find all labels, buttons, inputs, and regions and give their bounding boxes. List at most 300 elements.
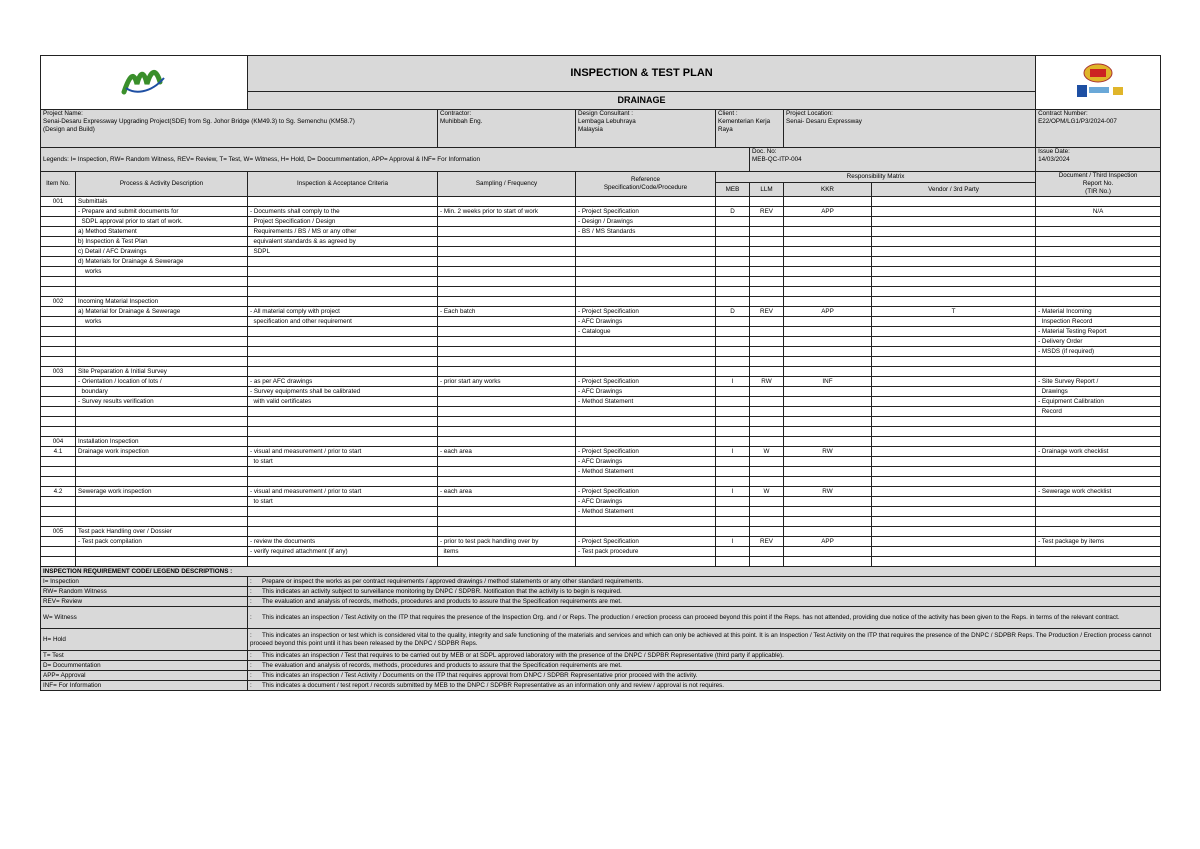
cell-reference <box>576 357 716 367</box>
cell-vendor <box>872 327 1036 337</box>
table-row <box>41 207 1161 217</box>
legend-row <box>41 587 1161 597</box>
cell-sampling: - each area <box>438 487 576 497</box>
cell-report: - Delivery Order <box>1036 337 1161 347</box>
cell-item-no <box>41 457 76 467</box>
table-row <box>41 437 1161 447</box>
cell-vendor <box>872 227 1036 237</box>
cell-meb <box>716 327 750 337</box>
cell-vendor <box>872 417 1036 427</box>
cell-process <box>76 277 248 287</box>
table-row <box>41 417 1161 427</box>
cell-criteria: Project Specification / Design <box>248 217 438 227</box>
cell-reference: - AFC Drawings <box>576 497 716 507</box>
cell-kkr <box>784 257 872 267</box>
cell-reference: - Project Specification <box>576 307 716 317</box>
cell-meb: I <box>716 447 750 457</box>
table-row <box>41 357 1161 367</box>
legend-description: This indicates an inspection / Test Activity / Documents on the ITP that requires approval from DNPC / SDPBR Representative prior proceed with the activity. <box>262 671 698 679</box>
cell-reference: - AFC Drawings <box>576 457 716 467</box>
cell-criteria: equivalent standards & as agreed by <box>248 237 438 247</box>
cell-reference: - Test pack procedure <box>576 547 716 557</box>
cell-meb <box>716 257 750 267</box>
cell-criteria <box>248 347 438 357</box>
cell-vendor <box>872 437 1036 447</box>
cell-criteria: - as per AFC drawings <box>248 377 438 387</box>
cell-meb <box>716 227 750 237</box>
cell-item-no <box>41 357 76 367</box>
col-sampling-header: Sampling / Frequency <box>438 172 576 197</box>
legend-code: T= Test <box>41 651 248 661</box>
cell-sampling <box>438 457 576 467</box>
issue-date-value: 14/03/2024 <box>1038 156 1070 163</box>
cell-report <box>1036 417 1161 427</box>
cell-item-no <box>41 477 76 487</box>
cell-criteria <box>248 427 438 437</box>
cell-sampling <box>438 337 576 347</box>
cell-kkr <box>784 397 872 407</box>
cell-meb <box>716 277 750 287</box>
cell-criteria <box>248 267 438 277</box>
client-label: Client : <box>718 110 738 117</box>
cell-vendor <box>872 547 1036 557</box>
project-name-label: Project Name: <box>43 110 83 117</box>
cell-report <box>1036 427 1161 437</box>
cell-kkr <box>784 317 872 327</box>
table-row <box>41 407 1161 417</box>
cell-vendor <box>872 497 1036 507</box>
legend-description: This indicates a document / test report / records submitted by MEB to the DNPC / SDPBR Representative as an information only and review / approval is not requires. <box>262 681 724 689</box>
cell-llm: REV <box>750 537 784 547</box>
cell-llm: RW <box>750 377 784 387</box>
cell-item-no <box>41 317 76 327</box>
cell-report: - Equipment Calibration <box>1036 397 1161 407</box>
cell-meb <box>716 267 750 277</box>
cell-criteria <box>248 517 438 527</box>
cell-kkr <box>784 457 872 467</box>
cell-item-no <box>41 377 76 387</box>
cell-reference <box>576 437 716 447</box>
legend-row <box>41 597 1161 607</box>
cell-criteria: with valid certificates <box>248 397 438 407</box>
table-row <box>41 327 1161 337</box>
cell-report <box>1036 437 1161 447</box>
cell-item-no: 4.1 <box>41 447 76 457</box>
cell-sampling <box>438 557 576 567</box>
cell-llm <box>750 527 784 537</box>
cell-reference: - Method Statement <box>576 467 716 477</box>
legend-description: Prepare or inspect the works as per contract requirements / approved drawings / method statements or any other standard requirements. <box>262 577 644 585</box>
cell-llm <box>750 557 784 567</box>
cell-reference: - Method Statement <box>576 397 716 407</box>
cell-sampling <box>438 237 576 247</box>
legend-row <box>41 671 1161 681</box>
cell-kkr <box>784 497 872 507</box>
cell-reference <box>576 347 716 357</box>
cell-kkr <box>784 507 872 517</box>
cell-report <box>1036 247 1161 257</box>
cell-criteria <box>248 197 438 207</box>
col-report-line3: (TIR No.) <box>1085 188 1112 195</box>
table-row <box>41 497 1161 507</box>
cell-kkr <box>784 357 872 367</box>
cell-reference <box>576 277 716 287</box>
legend-description: This indicates an activity subject to surveillance monitoring by DNPC / SDPBR. Notification that the activity is to begin is required. <box>262 587 622 595</box>
cell-kkr <box>784 517 872 527</box>
document-title: INSPECTION & TEST PLAN <box>248 56 1036 92</box>
cell-kkr: APP <box>784 307 872 317</box>
contract-number-label: Contract Number: <box>1038 110 1088 117</box>
cell-process: - Survey results verification <box>76 397 248 407</box>
cell-kkr <box>784 237 872 247</box>
cell-kkr: RW <box>784 487 872 497</box>
cell-vendor <box>872 277 1036 287</box>
doc-number-label: Doc. No: <box>752 148 777 155</box>
legend-description-cell <box>248 587 1161 597</box>
cell-vendor <box>872 467 1036 477</box>
cell-criteria: - verify required attachment (if any) <box>248 547 438 557</box>
cell-meb <box>716 507 750 517</box>
cell-kkr <box>784 337 872 347</box>
cell-sampling <box>438 527 576 537</box>
cell-report: - Material Incoming <box>1036 307 1161 317</box>
cell-item-no <box>41 347 76 357</box>
cell-report: - MSDS (if required) <box>1036 347 1161 357</box>
cell-criteria <box>248 297 438 307</box>
project-name-cell <box>41 110 438 148</box>
col-criteria-header: Inspection & Acceptance Criteria <box>248 172 438 197</box>
cell-kkr <box>784 217 872 227</box>
cell-item-no <box>41 337 76 347</box>
cell-item-no: 005 <box>41 527 76 537</box>
cell-process <box>76 457 248 467</box>
cell-report <box>1036 287 1161 297</box>
cell-meb <box>716 217 750 227</box>
cell-report <box>1036 557 1161 567</box>
cell-report: N/A <box>1036 207 1161 217</box>
cell-llm <box>750 317 784 327</box>
cell-criteria <box>248 287 438 297</box>
cell-process <box>76 517 248 527</box>
cell-vendor <box>872 447 1036 457</box>
legends-line: Legends: I= Inspection, RW= Random Witness, REV= Review, T= Test, W= Witness, H= Hold, D= Doocummentation, APP= Approval & INF= For Information <box>41 148 750 172</box>
client-logo <box>1036 56 1161 110</box>
cell-report <box>1036 467 1161 477</box>
cell-meb <box>716 547 750 557</box>
table-row <box>41 427 1161 437</box>
cell-llm <box>750 397 784 407</box>
cell-meb <box>716 517 750 527</box>
cell-report <box>1036 197 1161 207</box>
cell-criteria: - visual and measurement / prior to start <box>248 487 438 497</box>
cell-llm <box>750 247 784 257</box>
contractor-cell <box>438 110 576 148</box>
cell-report <box>1036 277 1161 287</box>
cell-kkr: APP <box>784 207 872 217</box>
cell-criteria <box>248 417 438 427</box>
itp-sheet <box>40 55 1160 691</box>
cell-sampling <box>438 467 576 477</box>
location-label: Project Location: <box>786 110 833 117</box>
col-report-header <box>1036 172 1161 197</box>
cell-kkr <box>784 197 872 207</box>
table-row <box>41 227 1161 237</box>
cell-process <box>76 287 248 297</box>
cell-report: Record <box>1036 407 1161 417</box>
location-value: Senai- Desaru Expressway <box>786 118 862 125</box>
cell-meb: D <box>716 207 750 217</box>
cell-vendor <box>872 367 1036 377</box>
cell-kkr <box>784 267 872 277</box>
cell-llm <box>750 407 784 417</box>
cell-criteria: Requirements / BS / MS or any other <box>248 227 438 237</box>
issue-date-label: Issue Date: <box>1038 148 1070 155</box>
cell-llm <box>750 297 784 307</box>
cell-criteria <box>248 507 438 517</box>
cell-item-no <box>41 287 76 297</box>
cell-vendor <box>872 297 1036 307</box>
table-row <box>41 507 1161 517</box>
legend-separator: : <box>250 681 252 689</box>
cell-item-no <box>41 267 76 277</box>
col-process-header: Process & Activity Description <box>76 172 248 197</box>
cell-vendor <box>872 287 1036 297</box>
cell-sampling <box>438 357 576 367</box>
legend-row <box>41 577 1161 587</box>
col-reference-header <box>576 172 716 197</box>
cell-sampling <box>438 427 576 437</box>
cell-report <box>1036 367 1161 377</box>
cell-criteria: SDPL <box>248 247 438 257</box>
cell-meb <box>716 427 750 437</box>
cell-reference <box>576 237 716 247</box>
itp-rows <box>41 197 1161 567</box>
cell-process: a) Material for Drainage & Sewerage <box>76 307 248 317</box>
cell-meb: I <box>716 377 750 387</box>
cell-llm <box>750 427 784 437</box>
col-report-line1: Document / Third Inspection <box>1058 172 1138 179</box>
legend-code: APP= Approval <box>41 671 248 681</box>
cell-llm <box>750 387 784 397</box>
cell-kkr <box>784 347 872 357</box>
cell-meb <box>716 197 750 207</box>
legend-description-cell <box>248 661 1161 671</box>
cell-vendor <box>872 477 1036 487</box>
cell-report <box>1036 217 1161 227</box>
cell-vendor <box>872 257 1036 267</box>
cell-sampling: - Each batch <box>438 307 576 317</box>
legend-row <box>41 681 1161 691</box>
cell-vendor <box>872 267 1036 277</box>
cell-kkr <box>784 227 872 237</box>
cell-reference: - Method Statement <box>576 507 716 517</box>
cell-process: a) Method Statement <box>76 227 248 237</box>
cell-process: Site Preparation & Initial Survey <box>76 367 248 377</box>
cell-reference: - Catalogue <box>576 327 716 337</box>
cell-sampling <box>438 197 576 207</box>
legend-description-cell <box>248 671 1161 681</box>
cell-meb: I <box>716 487 750 497</box>
cell-llm <box>750 497 784 507</box>
issue-date-cell <box>1036 148 1161 172</box>
cell-kkr: RW <box>784 447 872 457</box>
cell-item-no <box>41 207 76 217</box>
cell-kkr <box>784 287 872 297</box>
cell-criteria: to start <box>248 457 438 467</box>
client-cell <box>716 110 784 148</box>
legend-code: D= Docummentation <box>41 661 248 671</box>
cell-item-no <box>41 247 76 257</box>
cell-reference <box>576 197 716 207</box>
col-reference-line2: Specification/Code/Procedure <box>603 184 688 191</box>
cell-item-no <box>41 407 76 417</box>
cell-process: works <box>76 267 248 277</box>
cell-sampling <box>438 497 576 507</box>
table-row <box>41 367 1161 377</box>
cell-item-no: 003 <box>41 367 76 377</box>
cell-reference: - Design / Drawings <box>576 217 716 227</box>
legend-code: W= Witness <box>41 607 248 629</box>
cell-process <box>76 347 248 357</box>
table-row <box>41 247 1161 257</box>
cell-criteria <box>248 407 438 417</box>
legend-description-cell <box>248 597 1161 607</box>
table-row <box>41 517 1161 527</box>
cell-process: Installation Inspection <box>76 437 248 447</box>
cell-reference <box>576 287 716 297</box>
cell-llm <box>750 227 784 237</box>
cell-criteria <box>248 337 438 347</box>
table-row <box>41 487 1161 497</box>
cell-process: SDPL approval prior to start of work. <box>76 217 248 227</box>
table-row <box>41 527 1161 537</box>
cell-report <box>1036 257 1161 267</box>
cell-reference <box>576 517 716 527</box>
table-row <box>41 397 1161 407</box>
cell-llm: W <box>750 447 784 457</box>
cell-reference: - Project Specification <box>576 447 716 457</box>
legend-separator: : <box>250 587 252 595</box>
cell-llm <box>750 337 784 347</box>
table-row <box>41 317 1161 327</box>
cell-report <box>1036 227 1161 237</box>
table-row <box>41 217 1161 227</box>
cell-sampling <box>438 397 576 407</box>
cell-kkr <box>784 527 872 537</box>
cell-sampling: - prior start any works <box>438 377 576 387</box>
cell-meb <box>716 527 750 537</box>
col-reference-line1: Reference <box>630 176 661 183</box>
cell-process: boundary <box>76 387 248 397</box>
cell-sampling <box>438 217 576 227</box>
cell-sampling <box>438 327 576 337</box>
cell-meb <box>716 387 750 397</box>
cell-kkr <box>784 407 872 417</box>
contractor-value: Muhibbah Eng. <box>440 118 483 125</box>
legend-description: This indicates an inspection / Test Activity on the ITP that requires the presence of the Inspection Org. and / or Reps. The production / erection process can proceed beyond this point if the Reps. has not attended, providing due notice of the activity has been given to the Reps. in terms of the relevant contract. <box>262 613 1120 621</box>
cell-report <box>1036 527 1161 537</box>
cell-vendor <box>872 317 1036 327</box>
cell-item-no: 002 <box>41 297 76 307</box>
cell-kkr <box>784 477 872 487</box>
cell-item-no <box>41 507 76 517</box>
cell-process: Drainage work inspection <box>76 447 248 457</box>
muhibbah-logo-icon <box>120 64 168 98</box>
cell-meb <box>716 557 750 567</box>
cell-sampling <box>438 437 576 447</box>
legend-description: This indicates an inspection or test which is considered vital to the quality, integrity and safe functioning of the materials and services and which can only be achieved at this point. It is an Inspection / Test Activity on the ITP that requires the presence of the DNPC / SDPBR Reps. The Production / Erection process cannot proceed beyond this point until it has been released by the DNPC / SDPBR Reps. <box>250 631 1152 647</box>
cell-process: Test pack Handling over / Dossier <box>76 527 248 537</box>
cell-kkr <box>784 327 872 337</box>
cell-llm <box>750 327 784 337</box>
client-value: Kementerian Kerja Raya <box>718 118 771 133</box>
legend-row <box>41 661 1161 671</box>
legend-description: The evaluation and analysis of records, methods, procedures and products to assure that the Specification requirements are met. <box>262 661 622 669</box>
col-meb-header: MEB <box>716 183 750 197</box>
legend-section <box>41 567 1161 691</box>
cell-kkr: APP <box>784 537 872 547</box>
cell-llm <box>750 437 784 447</box>
cell-llm <box>750 477 784 487</box>
contract-number-cell <box>1036 110 1161 148</box>
cell-vendor <box>872 357 1036 367</box>
cell-process <box>76 497 248 507</box>
cell-criteria: - Documents shall comply to the <box>248 207 438 217</box>
cell-process: b) Inspection & Test Plan <box>76 237 248 247</box>
cell-reference: - Project Specification <box>576 537 716 547</box>
table-row <box>41 447 1161 457</box>
cell-vendor <box>872 387 1036 397</box>
government-crest-icon <box>1063 63 1133 99</box>
cell-kkr <box>784 277 872 287</box>
table-row <box>41 537 1161 547</box>
table-row <box>41 287 1161 297</box>
cell-item-no <box>41 417 76 427</box>
cell-process: Incoming Material Inspection <box>76 297 248 307</box>
cell-item-no <box>41 557 76 567</box>
cell-report: - Drainage work checklist <box>1036 447 1161 457</box>
cell-criteria <box>248 357 438 367</box>
cell-sampling <box>438 367 576 377</box>
cell-report <box>1036 517 1161 527</box>
table-row <box>41 307 1161 317</box>
cell-reference: - AFC Drawings <box>576 317 716 327</box>
cell-reference <box>576 477 716 487</box>
cell-report <box>1036 547 1161 557</box>
cell-sampling <box>438 297 576 307</box>
consultant-value-1: Lembaga Lebuhraya <box>578 118 636 125</box>
cell-item-no <box>41 547 76 557</box>
table-row <box>41 547 1161 557</box>
cell-process <box>76 327 248 337</box>
cell-reference <box>576 527 716 537</box>
cell-report: Drawings <box>1036 387 1161 397</box>
cell-vendor <box>872 237 1036 247</box>
legend-description: This indicates an inspection / Test that requires to be carried out by MEB or at SDPL approved laboratory with the presence of the DNPC / SDPBR Representative (third party if applicable). <box>262 651 784 659</box>
cell-process <box>76 337 248 347</box>
consultant-label: Design Consultant : <box>578 110 633 117</box>
cell-process <box>76 467 248 477</box>
cell-process <box>76 417 248 427</box>
company-logo <box>41 56 248 110</box>
cell-kkr: INF <box>784 377 872 387</box>
cell-process <box>76 477 248 487</box>
cell-meb <box>716 297 750 307</box>
cell-vendor <box>872 487 1036 497</box>
cell-llm <box>750 217 784 227</box>
cell-report <box>1036 297 1161 307</box>
cell-criteria: - Survey equipments shall be calibrated <box>248 387 438 397</box>
